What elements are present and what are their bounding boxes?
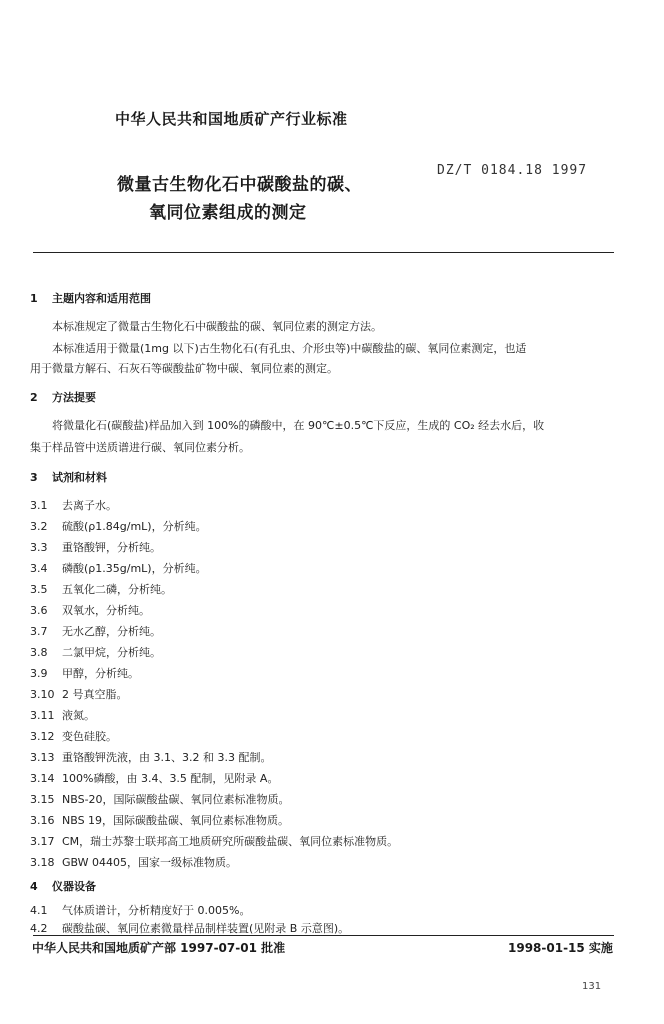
section-1-paragraph-2-line-2: 用于微量方解石、石灰石等碳酸盐矿物中碳、氧同位素的测定。 — [30, 362, 338, 375]
item-number: 4.2 — [30, 922, 48, 935]
standard-title: 中华人民共和国地质矿产行业标准 — [115, 110, 348, 128]
item-number: 3.10 — [30, 688, 55, 701]
item-number: 3.9 — [30, 667, 48, 680]
section-number: 3 — [30, 471, 38, 484]
list-item — [30, 920, 349, 936]
list-item — [30, 623, 161, 639]
item-text: 100%磷酸，由 3.4、3.5 配制，见附录 A。 — [62, 772, 279, 785]
item-text: 2 号真空脂。 — [62, 688, 128, 701]
section-title: 试剂和材料 — [52, 471, 107, 484]
list-item — [30, 644, 161, 660]
item-number: 3.5 — [30, 583, 48, 596]
section-number: 4 — [30, 880, 38, 893]
item-text: 二氯甲烷，分析纯。 — [62, 646, 161, 659]
item-text: 磷酸(ρ1.35g/mL)，分析纯。 — [62, 562, 207, 575]
item-text: NBS 19，国际碳酸盐碳、氧同位素标准物质。 — [62, 814, 290, 827]
item-text: GBW 04405，国家一级标准物质。 — [62, 856, 238, 869]
list-item — [30, 497, 117, 513]
item-number: 3.12 — [30, 730, 55, 743]
item-number: 4.1 — [30, 904, 48, 917]
list-item — [30, 560, 207, 576]
list-item — [30, 749, 271, 765]
item-number: 3.4 — [30, 562, 48, 575]
implementation-date: 1998-01-15 实施 — [508, 941, 613, 955]
item-text: 碳酸盐碳、氧同位素微量样品制样装置(见附录 B 示意图)。 — [62, 922, 350, 935]
item-number: 3.14 — [30, 772, 55, 785]
item-number: 3.18 — [30, 856, 55, 869]
item-text: 重铬酸钾，分析纯。 — [62, 541, 161, 554]
document-title-line-1: 微量古生物化石中碳酸盐的碳、 — [117, 175, 362, 195]
list-item — [30, 518, 207, 534]
list-item — [30, 854, 237, 870]
list-item — [30, 581, 172, 597]
item-text: 甲醇，分析纯。 — [62, 667, 139, 680]
item-number: 3.1 — [30, 499, 48, 512]
item-text: 去离子水。 — [62, 499, 117, 512]
section-2-paragraph-line-1: 将微量化石(碳酸盐)样品加入到 100%的磷酸中，在 90℃±0.5℃下反应，生成的 CO₂ 经去水后，收 — [52, 419, 545, 432]
list-item — [30, 707, 95, 723]
footer-divider — [33, 935, 614, 936]
item-text: 液氮。 — [62, 709, 95, 722]
section-title: 方法提要 — [52, 391, 96, 404]
section-1-heading — [30, 290, 151, 306]
list-item — [30, 833, 398, 849]
list-item — [30, 686, 128, 702]
approval-line: 中华人民共和国地质矿产部 1997-07-01 批准 — [32, 941, 286, 955]
section-title: 主题内容和适用范围 — [52, 292, 151, 305]
section-2-heading — [30, 389, 96, 405]
section-1-paragraph-2-line-1: 本标准适用于微量(1mg 以下)古生物化石(有孔虫、介形虫等)中碳酸盐的碳、氧同位素测定，也适 — [52, 342, 527, 355]
section-1-paragraph-1: 本标准规定了微量古生物化石中碳酸盐的碳、氧同位素的测定方法。 — [52, 320, 382, 333]
document-title-line-2: 氧同位素组成的测定 — [149, 203, 307, 223]
item-text: 气体质谱计，分析精度好于 0.005%。 — [62, 904, 251, 917]
list-item — [30, 728, 117, 744]
list-item — [30, 602, 150, 618]
section-title: 仪器设备 — [52, 880, 96, 893]
item-number: 3.13 — [30, 751, 55, 764]
item-number: 3.17 — [30, 835, 55, 848]
item-number: 3.3 — [30, 541, 48, 554]
section-4-heading — [30, 878, 96, 894]
item-text: 重铬酸钾洗液，由 3.1、3.2 和 3.3 配制。 — [62, 751, 272, 764]
item-number: 3.2 — [30, 520, 48, 533]
item-number: 3.8 — [30, 646, 48, 659]
list-item — [30, 902, 250, 918]
list-item — [30, 791, 290, 807]
item-text: 无水乙醇，分析纯。 — [62, 625, 161, 638]
section-2-paragraph-line-2: 集于样品管中送质谱进行碳、氧同位素分析。 — [30, 441, 250, 454]
item-number: 3.6 — [30, 604, 48, 617]
item-text: CM，瑞士苏黎士联邦高工地质研究所碳酸盐碳、氧同位素标准物质。 — [62, 835, 399, 848]
item-text: 硫酸(ρ1.84g/mL)，分析纯。 — [62, 520, 207, 533]
standard-code: DZ/T 0184.18 1997 — [437, 163, 588, 178]
item-number: 3.15 — [30, 793, 55, 806]
list-item — [30, 770, 278, 786]
item-text: NBS-20，国际碳酸盐碳、氧同位素标准物质。 — [62, 793, 290, 806]
item-number: 3.7 — [30, 625, 48, 638]
list-item — [30, 665, 139, 681]
section-number: 2 — [30, 391, 38, 404]
header-divider — [33, 252, 614, 253]
item-text: 变色硅胶。 — [62, 730, 117, 743]
section-3-heading — [30, 469, 107, 485]
item-number: 3.11 — [30, 709, 55, 722]
page-number: 131 — [582, 981, 602, 992]
section-number: 1 — [30, 292, 38, 305]
item-text: 双氧水，分析纯。 — [62, 604, 150, 617]
list-item — [30, 812, 289, 828]
item-number: 3.16 — [30, 814, 55, 827]
item-text: 五氧化二磷，分析纯。 — [62, 583, 172, 596]
list-item — [30, 539, 161, 555]
